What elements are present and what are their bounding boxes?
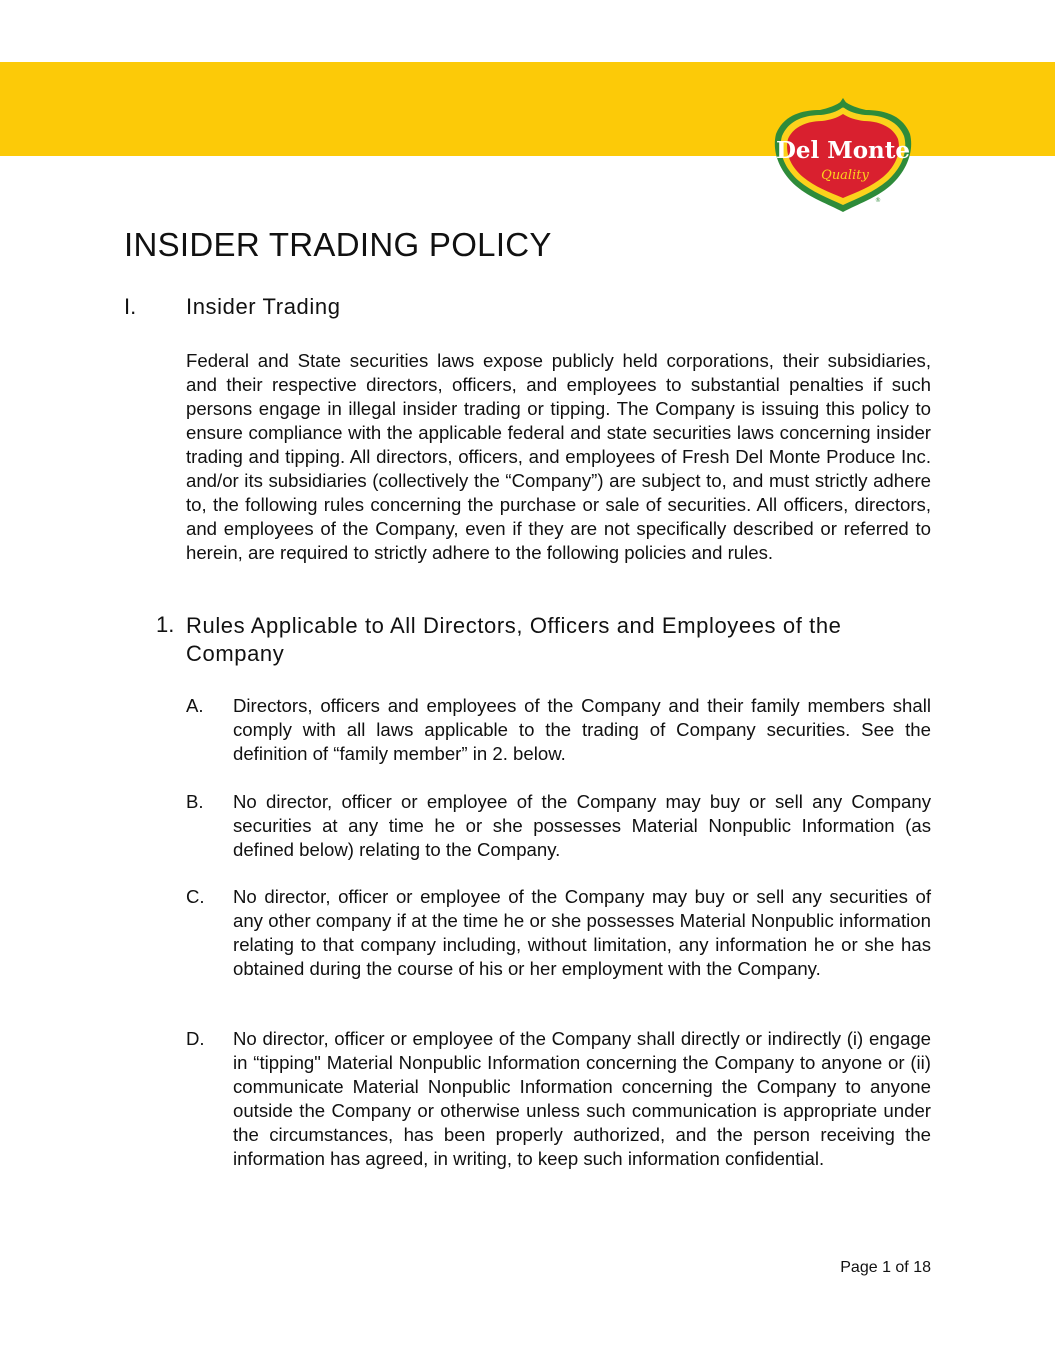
- logo-brand-text: Del Monte: [775, 137, 911, 164]
- section-heading: Insider Trading: [186, 294, 341, 319]
- rule-a-text: Directors, officers and employees of the Company and their family members shall comply with all laws applicable to the trading of Company securities. See the definition of “family member” in 2. below.: [233, 695, 931, 764]
- rule-a-letter: A.: [186, 695, 204, 716]
- rule-c-text: No director, officer or employee of the Company may buy or sell any securities of any other company if at the time he or she possesses Material Nonpublic information relating to that company including, without limitation, any information he or she has obtained during the course of his or her employment with the Company.: [233, 886, 931, 979]
- logo-tagline-text: Quality: [821, 168, 869, 183]
- subsection-number: 1.: [156, 612, 175, 637]
- rule-b-letter: B.: [186, 791, 204, 812]
- logo-trademark: ®: [875, 197, 881, 204]
- page-number: Page 1 of 18: [840, 1259, 931, 1276]
- del-monte-logo: [770, 98, 916, 214]
- del-monte-logo-graphic: [770, 98, 916, 214]
- subsection-heading: Rules Applicable to All Directors, Officers and Employees of the Company: [186, 613, 842, 666]
- page-title: INSIDER TRADING POLICY: [124, 226, 552, 263]
- rule-b-text: No director, officer or employee of the Company may buy or sell any Company securities at any time he or she possesses Material Nonpublic Information (as defined below) relating to the Company.: [233, 791, 931, 860]
- section-number: I.: [124, 294, 137, 319]
- rule-d-letter: D.: [186, 1028, 205, 1049]
- rule-d-text: No director, officer or employee of the Company shall directly or indirectly (i) engage in “tipping" Material Nonpublic Information concerning the Company to anyone or (ii) communicate Material Nonpublic Information concerning the Company to anyone outside the Company or otherwise unless such communication is appropriate under the circumstances, has been properly authorized, and the person receiving the information has agreed, in writing, to keep such information confidential.: [233, 1028, 931, 1169]
- section-intro-paragraph: Federal and State securities laws expose publicly held corporations, their subsidiaries, and their respective directors, officers, and employees to substantial penalties if such persons engage in illegal insider trading or tipping. The Company is issuing this policy to ensure compliance with the applicable federal and state securities laws concerning insider trading and tipping. All directors, officers, and employees of Fresh Del Monte Produce Inc. and/or its subsidiaries (collectively the “Company”) are subject to, and must strictly adhere to, the following rules concerning the purchase or sale of securities. All officers, directors, and employees of the Company, even if they are not specifically described or referred to herein, are required to strictly adhere to the following policies and rules.: [186, 350, 931, 563]
- rule-c-letter: C.: [186, 886, 205, 907]
